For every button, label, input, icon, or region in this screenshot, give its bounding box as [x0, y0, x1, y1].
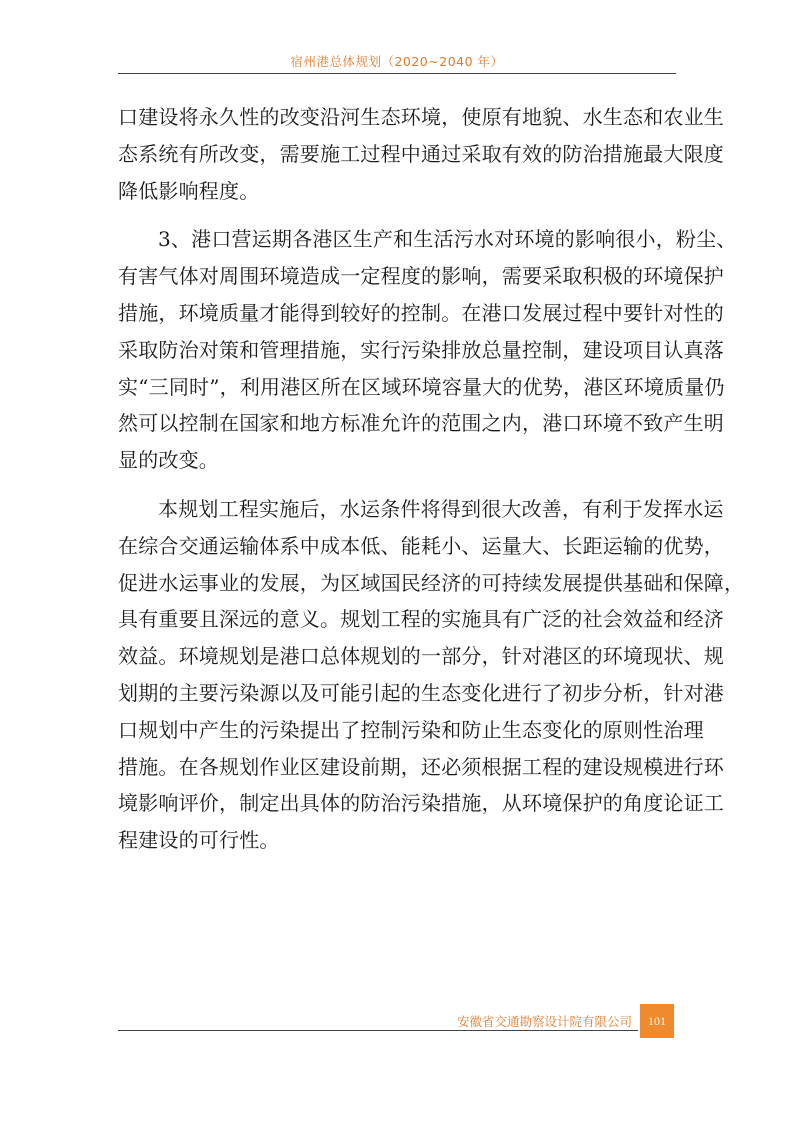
- text-line: 显的改变。: [118, 448, 219, 473]
- text-line: 本规划工程实施后，水运条件将得到很大改善，有利于发挥水运: [158, 496, 724, 521]
- text-line: 境影响评价，制定出具体的防治污染措施，从环境保护的角度论证工: [118, 791, 724, 816]
- text-line: 具有重要且深远的意义。规划工程的实施具有广泛的社会效益和经济: [118, 607, 724, 632]
- text-line: 实“三同时”，利用港区所在区域环境容量大的优势，港区环境质量仍: [118, 374, 725, 399]
- text-line: 口建设将永久性的改变沿河生态环境，使原有地貌、水生态和农业生: [118, 105, 724, 129]
- document-body: [118, 99, 745, 859]
- text-line: 态系统有所改变，需要施工过程中通过采取有效的防治措施最大限度: [118, 141, 724, 166]
- text-line: 降低影响程度。: [118, 178, 260, 203]
- paragraph-3: [118, 491, 745, 859]
- footer-divider: [118, 1030, 638, 1031]
- text-line: 程建设的可行性。: [118, 828, 280, 853]
- page-number-badge: [640, 1004, 674, 1038]
- text-line: 在综合交通运输体系中成本低、能耗小、运量大、长距运输的优势，: [118, 533, 724, 558]
- text-line: 促进水运事业的发展，为区域国民经济的可持续发展提供基础和保障，: [118, 570, 745, 595]
- text-line: 3、港口营运期各港区生产和生活污水对环境的影响很小，粉尘、: [158, 227, 737, 252]
- paragraph-1: [118, 99, 724, 209]
- header-divider: [118, 73, 676, 74]
- text-line: 采取防治对策和管理措施，实行污染排放总量控制，建设项目认真落: [118, 337, 724, 362]
- text-line: 措施，环境质量才能得到较好的控制。在港口发展过程中要针对性的: [118, 300, 724, 325]
- text-line: 措施。在各规划作业区建设前期，还必须根据工程的建设规模进行环: [118, 754, 724, 779]
- header-title: 宿州港总体规划（2020~2040 年）: [290, 54, 504, 69]
- page-number: 101: [648, 1013, 666, 1028]
- text-line: 划期的主要污染源以及可能引起的生态变化进行了初步分析，针对港: [118, 680, 724, 705]
- text-line: 然可以控制在国家和地方标准允许的范围之内，港口环境不致产生明: [118, 411, 724, 436]
- paragraph-2: [118, 221, 737, 479]
- footer-company-name: 安徽省交通勘察设计院有限公司: [456, 1014, 632, 1029]
- text-line: 有害气体对周围环境造成一定程度的影响，需要采取积极的环境保护: [118, 264, 724, 289]
- text-line: 口规划中产生的污染提出了控制污染和防止生态变化的原则性治理: [118, 717, 704, 742]
- text-line: 效益。环境规划是港口总体规划的一部分，针对港区的环境现状、规: [118, 644, 724, 669]
